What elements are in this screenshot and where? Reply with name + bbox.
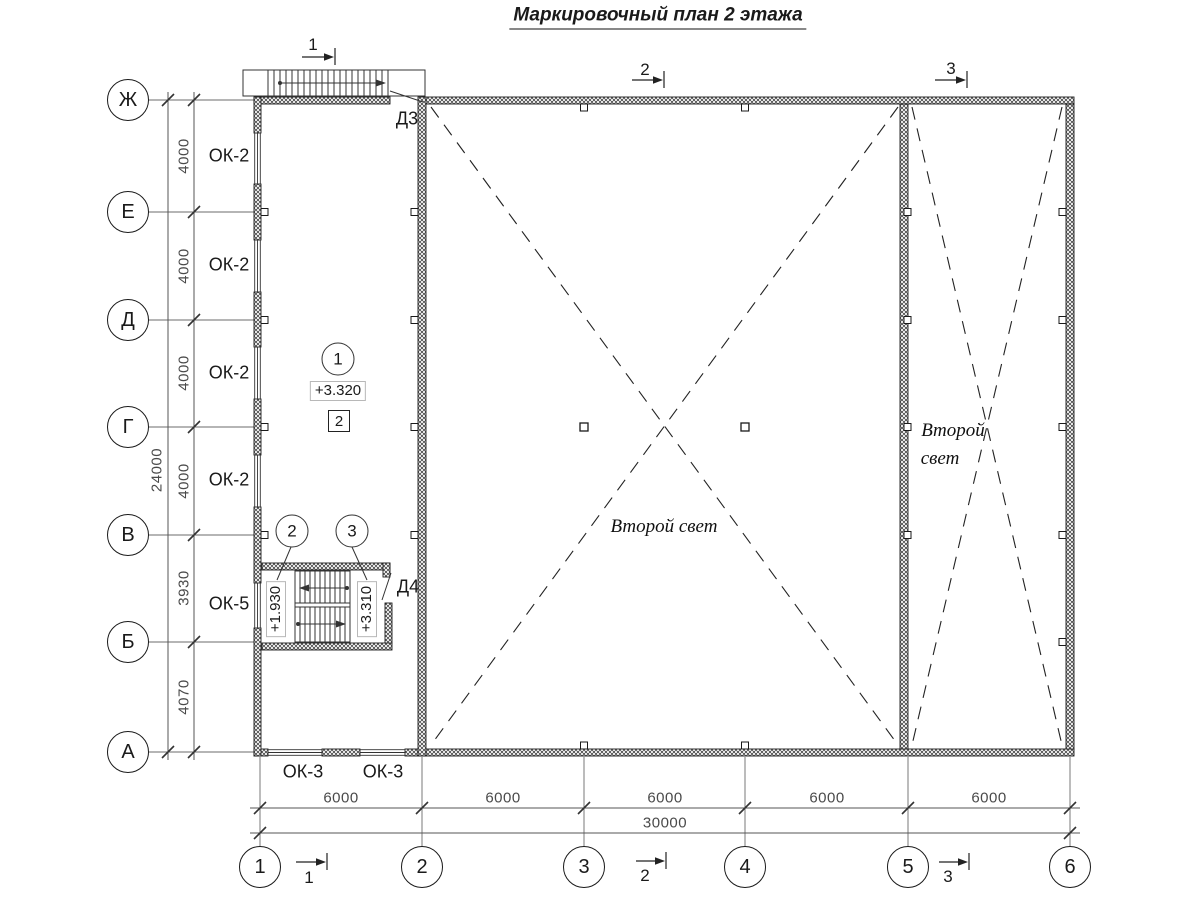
dim-left-1: 4000 (175, 248, 193, 284)
axis-bubble-row-b: Б (107, 621, 149, 663)
axis-bubble-col-6: 6 (1049, 846, 1091, 888)
axis-bubble-row-zh: Ж (107, 79, 149, 121)
window-label-ok2-2: ОК-2 (208, 362, 250, 383)
axis-connector-lines (148, 100, 1070, 846)
dim-left-3: 4000 (175, 463, 193, 499)
axis-bubble-row-d: Д (107, 299, 149, 341)
section-mark-bottom-3: 3 (943, 867, 953, 886)
stair-bubble-3: 3 (336, 515, 369, 548)
axis-bubble-col-4: 4 (724, 846, 766, 888)
dim-bottom-4: 6000 (971, 789, 1007, 807)
section-mark-bottom-2: 2 (640, 866, 650, 885)
window-label-ok2-3: ОК-2 (208, 469, 250, 490)
dim-left-4: 3930 (175, 570, 193, 606)
dim-left-0: 4000 (175, 138, 193, 174)
dim-bottom-3: 6000 (809, 789, 845, 807)
section-mark-bottom-1: 1 (304, 868, 314, 887)
windows (255, 133, 405, 755)
second-light-label-right-2: свет (920, 448, 960, 469)
room-number-bubble: 1 (322, 343, 355, 376)
dim-left-total: 24000 (148, 447, 166, 493)
window-label-ok3-0: ОК-3 (282, 761, 324, 782)
axis-bubble-col-5: 5 (887, 846, 929, 888)
interior-stair (295, 571, 350, 642)
section-arrows (296, 48, 969, 870)
axis-bubble-row-v: В (107, 514, 149, 556)
dim-bottom-total: 30000 (642, 814, 688, 832)
dim-left-2: 4000 (175, 355, 193, 391)
door-label-d4: Д4 (396, 576, 420, 597)
axis-bubble-row-a: А (107, 731, 149, 773)
second-light-label-hall: Второй свет (610, 516, 718, 537)
axis-bubble-col-3: 3 (563, 846, 605, 888)
dim-bottom-0: 6000 (323, 789, 359, 807)
dim-bottom-1: 6000 (485, 789, 521, 807)
exterior-stair (243, 70, 425, 96)
window-label-ok2-0: ОК-2 (208, 145, 250, 166)
axis-bubble-col-2: 2 (401, 846, 443, 888)
hall-columns (580, 423, 749, 431)
window-label-ok2-1: ОК-2 (208, 254, 250, 275)
dim-left-5: 4070 (175, 679, 193, 715)
second-light-label-right-1: Второй (921, 420, 985, 441)
room-square-marker: 2 (328, 410, 350, 432)
page-title: Маркировочный план 2 этажа (509, 5, 806, 30)
window-label-ok5: ОК-5 (208, 593, 250, 614)
stair-bubble-2: 2 (276, 515, 309, 548)
window-label-ok3-1: ОК-3 (362, 761, 404, 782)
axis-bubble-row-e: Е (107, 191, 149, 233)
section-mark-top-1: 1 (308, 35, 318, 54)
door-label-d3: Д3 (395, 108, 419, 129)
section-mark-top-2: 2 (640, 60, 650, 79)
dim-bottom-2: 6000 (647, 789, 683, 807)
level-mark-stair-lower: +1.930 (266, 581, 286, 637)
level-mark-stair-upper: +3.310 (357, 581, 377, 637)
axis-bubble-row-g: Г (107, 406, 149, 448)
level-mark-room: +3.320 (310, 381, 366, 401)
axis-bubble-col-1: 1 (239, 846, 281, 888)
section-mark-top-3: 3 (946, 59, 956, 78)
